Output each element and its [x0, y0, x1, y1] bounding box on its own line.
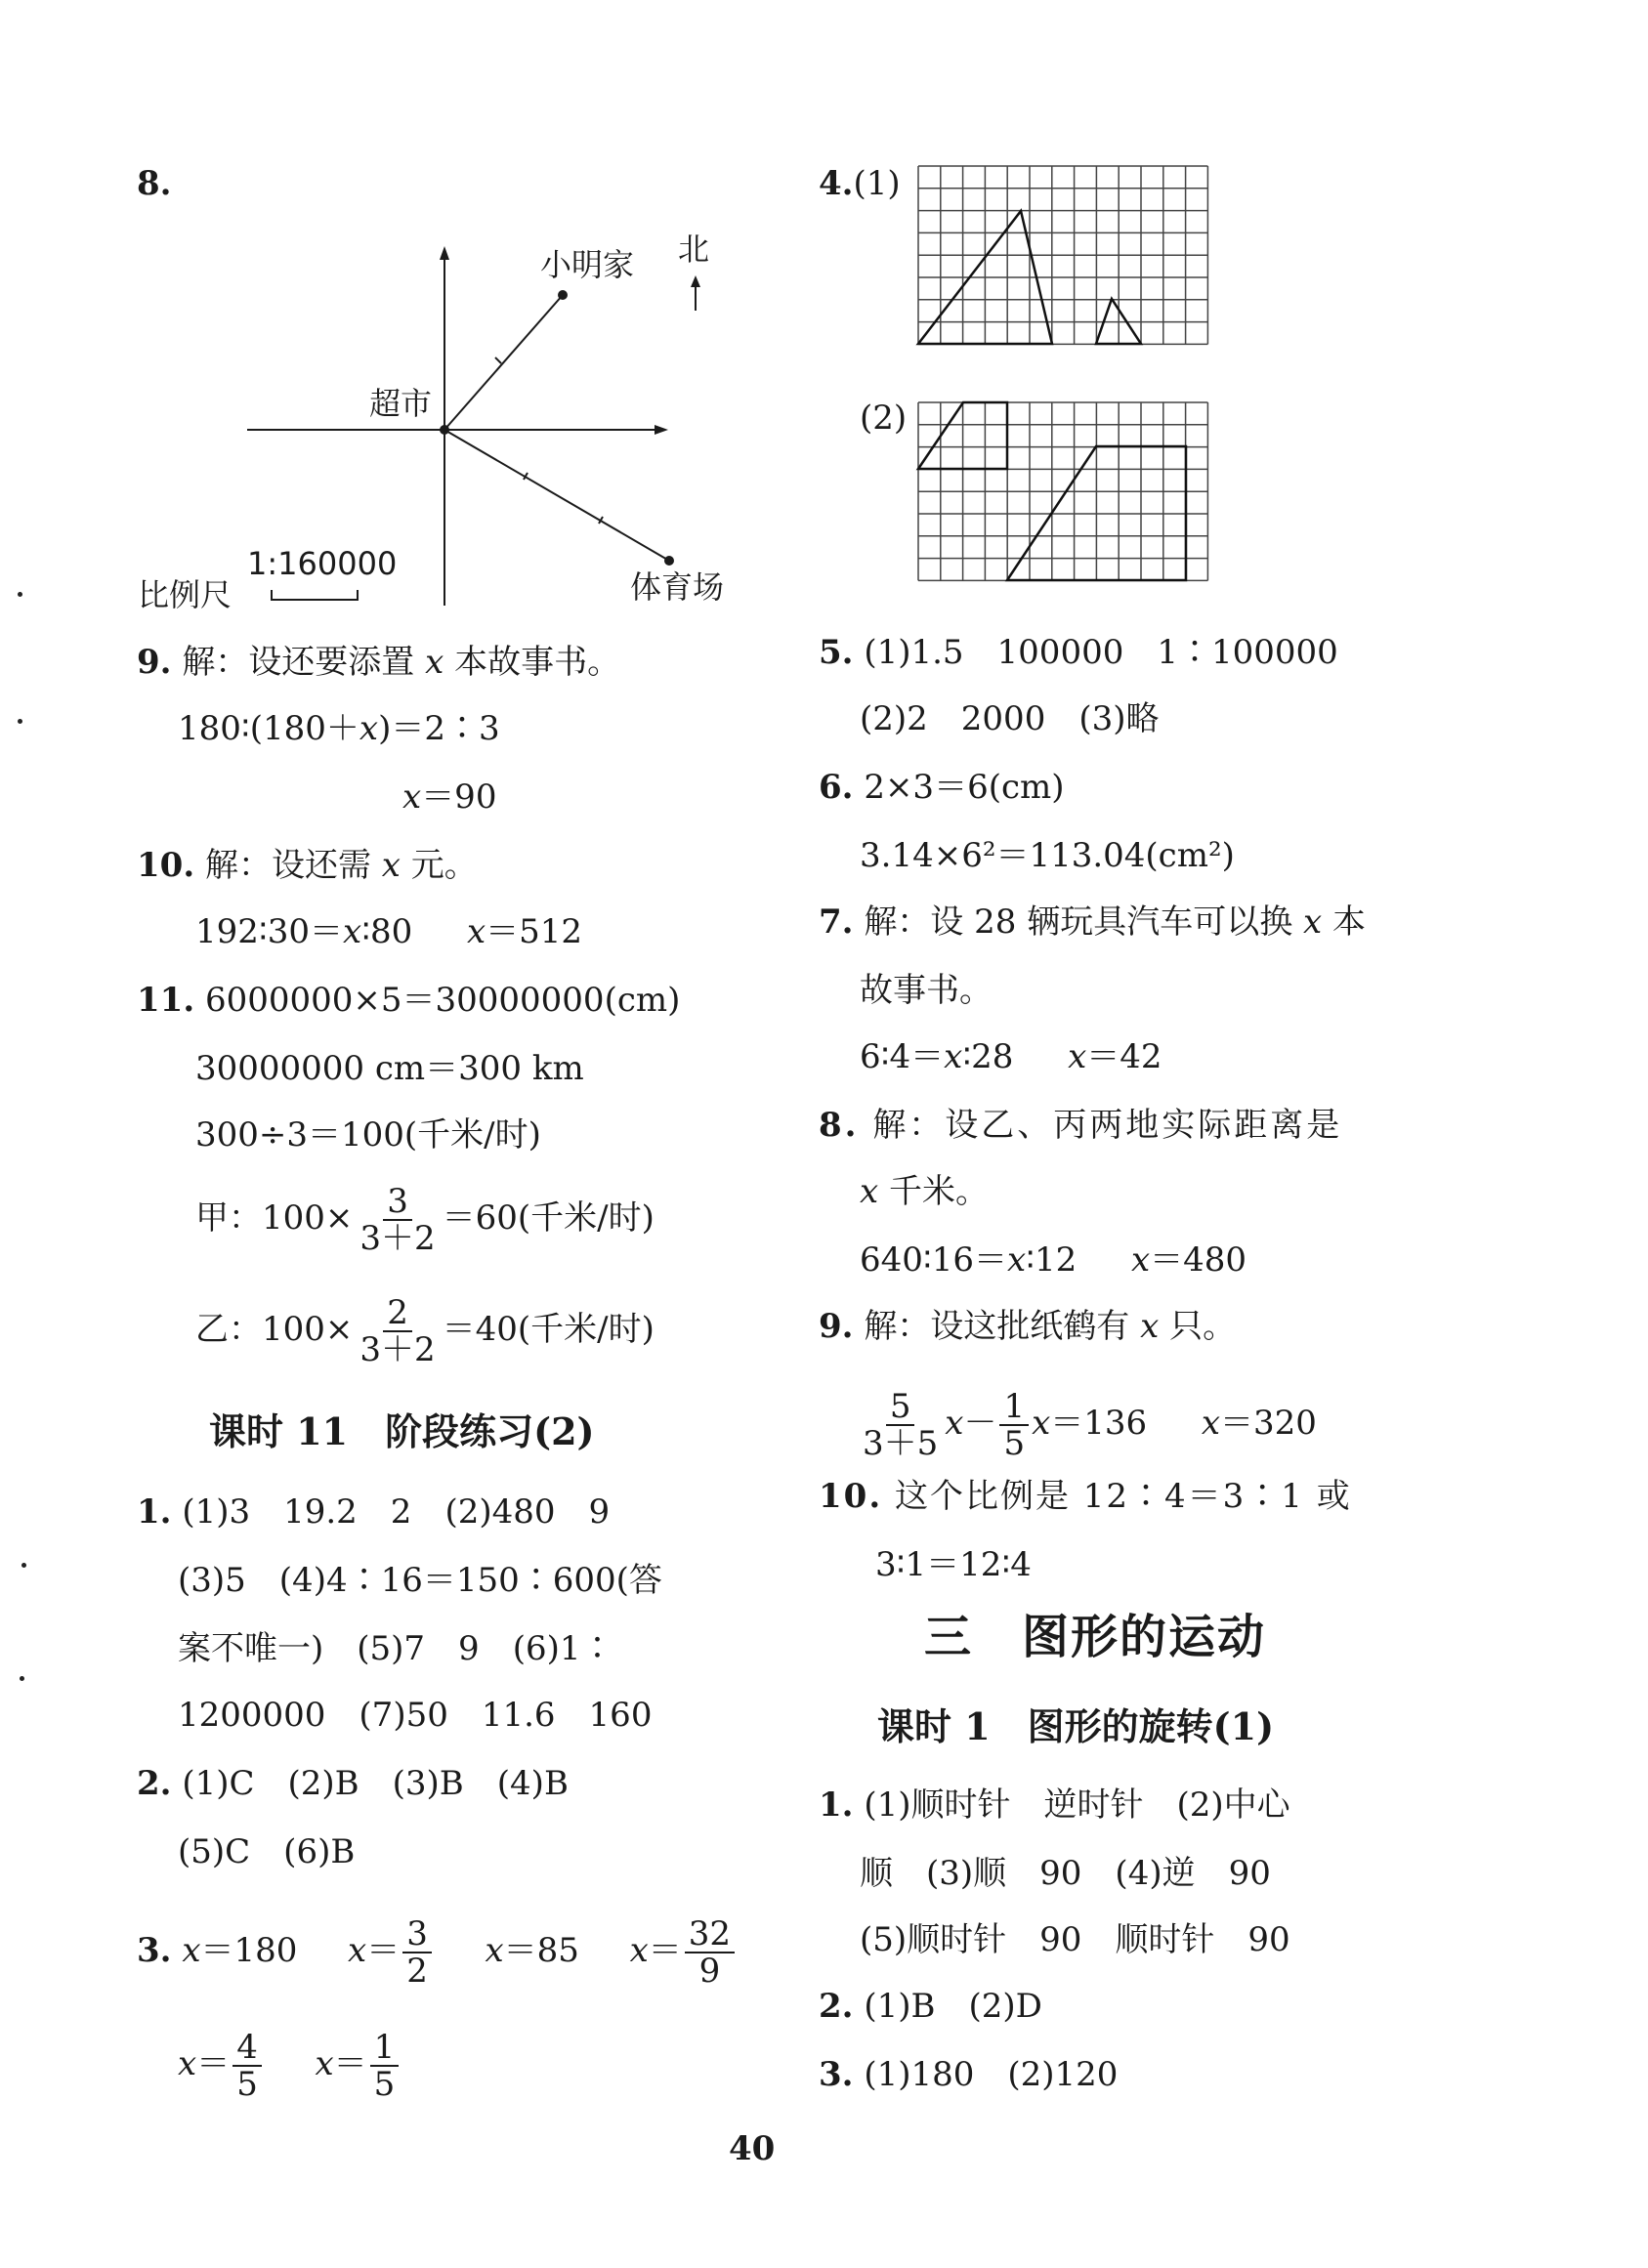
answer-value: ＝480 — [1150, 1240, 1247, 1280]
practice-2-line-2: (5)C (6)B — [178, 1832, 356, 1871]
question-8-line-2 — [860, 1172, 989, 1211]
question-8-line-1 — [819, 1106, 1342, 1145]
home-label: 小明家 — [540, 246, 635, 283]
question-6-number: 6. — [819, 768, 854, 807]
question-6-line-2: 3.14×6²＝113.04(cm²) — [860, 836, 1235, 875]
page-number: 40 — [729, 2129, 776, 2168]
variable-x: x — [182, 1931, 201, 1970]
question-11-line-5 — [195, 1295, 655, 1367]
rotation-3-number: 3. — [819, 2055, 854, 2094]
variable-x: x — [945, 1404, 964, 1443]
line-text: ＝60(千米/时) — [442, 1198, 655, 1238]
variable-x: x — [315, 2044, 334, 2083]
numerator: 3 — [383, 1184, 412, 1221]
variable-x: x — [860, 1172, 879, 1211]
line-text: 千米。 — [889, 1172, 989, 1211]
variable-x: x — [1032, 1404, 1051, 1443]
scan-mark — [21, 1563, 26, 1568]
scan-mark — [20, 1676, 24, 1681]
scale-value: 1:160000 — [247, 545, 398, 582]
variable-x: x — [1140, 1307, 1160, 1346]
question-9-number: 9. — [137, 643, 172, 682]
line-text: (1)3 19.2 2 (2)480 9 — [182, 1492, 611, 1532]
fraction — [999, 1389, 1029, 1461]
denominator: 9 — [698, 1952, 721, 1991]
fraction — [356, 1295, 439, 1367]
equation-part: )＝2∶3 — [378, 709, 500, 748]
variable-x: x — [1007, 1240, 1027, 1280]
question-11-line-1 — [137, 981, 680, 1020]
fraction — [370, 2030, 400, 2102]
fraction — [859, 1389, 942, 1461]
variable-x: x — [343, 912, 362, 951]
variable-x: x — [178, 2044, 197, 2083]
line-text: (1)B (2)D — [864, 1987, 1042, 2026]
equation-part: 6∶4＝ — [860, 1037, 945, 1076]
question-8-line-3 — [860, 1240, 1247, 1280]
line-text: ＝40(千米/时) — [442, 1310, 655, 1349]
question-9r-line-1 — [819, 1307, 1236, 1346]
question-10-number: 10. — [137, 846, 195, 885]
line-text: (1)顺时针 逆时针 (2)中心 — [864, 1785, 1290, 1825]
rotation-2-number: 2. — [819, 1987, 854, 2026]
line-text: 解：设乙、丙两地实际距离是 — [872, 1106, 1343, 1145]
question-9-equation — [178, 709, 500, 748]
question-9-intro: 解：设还要添置 — [182, 643, 415, 682]
practice-3-line-1: 3. x＝180 x＝ $\frac{3}{2}$ x＝85 x＝ $\frac{32}{9}$ — [137, 1916, 738, 1989]
market-label: 超市 — [369, 385, 433, 422]
question-10-equation — [195, 912, 582, 951]
denominator: 3＋2 — [359, 1219, 436, 1258]
line-text: 6000000×5＝30000000(cm) — [204, 981, 681, 1020]
answer-value: ＝42 — [1086, 1037, 1162, 1076]
question-5-number: 5. — [819, 633, 854, 672]
numerator: 1 — [999, 1389, 1029, 1426]
line-text: 2×3＝6(cm) — [864, 768, 1065, 807]
practice-1-line-2: (3)5 (4)4∶16＝150∶600(答 — [178, 1561, 662, 1600]
lesson-1-heading: 课时 1 图形的旋转(1) — [877, 1704, 1275, 1748]
rotation-1-line-2: 顺 (3)顺 90 (4)逆 90 — [860, 1854, 1271, 1893]
question-9r-number: 9. — [819, 1307, 854, 1346]
answer-value: ＝180 — [200, 1931, 298, 1970]
rotation-1-line-1 — [819, 1785, 1290, 1825]
line-text: (1)180 (2)120 — [864, 2055, 1119, 2094]
question-4-part-2-label: (2) — [860, 399, 908, 438]
variable-x: x — [1303, 903, 1323, 942]
equation-part: 180∶(180＋ — [178, 709, 359, 748]
line-text: 解：设这批纸鹤有 — [864, 1307, 1130, 1346]
variable-x: x — [485, 1931, 504, 1970]
scan-mark — [18, 592, 22, 597]
practice-1-line-1 — [137, 1492, 610, 1532]
question-7-line-1 — [819, 903, 1366, 942]
answer-value: ＝320 — [1220, 1404, 1317, 1443]
operator: － — [963, 1404, 997, 1443]
variable-x: x — [944, 1037, 963, 1076]
numerator: 4 — [232, 2030, 262, 2067]
line-text: 本 — [1332, 903, 1367, 942]
numerator: 32 — [685, 1916, 735, 1953]
practice-2-line-1 — [137, 1764, 569, 1803]
question-4-label — [819, 164, 901, 203]
question-9 — [137, 643, 620, 682]
variable-x: x — [425, 643, 444, 682]
variable-x: x — [1068, 1037, 1087, 1076]
fraction — [685, 1916, 735, 1989]
fraction — [402, 1916, 432, 1989]
practice-3-line-2: x＝ $\frac{4}{5}$ x＝ $\frac{1}{5}$ — [178, 2030, 401, 2102]
question-6-line-1 — [819, 768, 1065, 807]
question-8-number: 8. — [137, 164, 172, 203]
numerator: 1 — [370, 2030, 400, 2067]
scale-label: 比例尺 — [138, 576, 232, 613]
question-8-number: 8. — [819, 1106, 860, 1145]
variable-x: x — [402, 777, 422, 817]
rotation-2-line-1 — [819, 1987, 1042, 2026]
question-7-line-2: 故事书。 — [860, 971, 993, 1010]
question-11-line-3: 300÷3＝100(千米/时) — [195, 1115, 541, 1155]
question-11-number: 11. — [137, 981, 195, 1020]
fraction — [356, 1184, 439, 1256]
fraction — [232, 2030, 262, 2102]
denominator: 2 — [406, 1952, 428, 1991]
denominator: 3＋5 — [863, 1424, 939, 1463]
north-label: 北 — [678, 231, 710, 268]
question-10-intro: 解：设还需 — [204, 846, 371, 885]
equation-part: 192∶30＝ — [195, 912, 344, 951]
parallelogram-grid — [918, 402, 1211, 604]
numerator: 2 — [383, 1295, 412, 1332]
part-label: (1) — [853, 164, 901, 203]
rotation-1-line-3: (5)顺时针 90 顺时针 90 — [860, 1920, 1290, 1959]
question-7-number: 7. — [819, 903, 854, 942]
denominator: 5 — [236, 2065, 258, 2104]
equation-part: ＝136 — [1050, 1404, 1148, 1443]
question-9-tail: 本故事书。 — [454, 643, 621, 682]
variable-x: x — [466, 912, 486, 951]
rotation-1-number: 1. — [819, 1785, 854, 1825]
practice-2-number: 2. — [137, 1764, 172, 1803]
numerator: 3 — [402, 1916, 432, 1953]
line-text: 这个比例是 12∶4＝3∶1 或 — [894, 1477, 1352, 1516]
equation-part: ∶12 — [1026, 1240, 1078, 1280]
question-7-line-3 — [860, 1037, 1162, 1076]
question-9-answer — [402, 777, 496, 817]
unit-3-heading: 三 图形的运动 — [924, 1610, 1267, 1664]
line-text: 解：设 28 辆玩具汽车可以换 — [864, 903, 1293, 942]
question-10r-line-1 — [819, 1477, 1352, 1516]
triangle-grid — [918, 166, 1211, 367]
variable-x: x — [1130, 1240, 1151, 1280]
question-5-line-1 — [819, 633, 1338, 672]
question-11-line-2: 30000000 cm＝300 km — [195, 1049, 584, 1088]
question-10 — [137, 846, 478, 885]
answer-value: ＝512 — [486, 912, 583, 951]
numerator: 5 — [886, 1389, 915, 1426]
line-text: 只。 — [1169, 1307, 1237, 1346]
practice-1-line-4: 1200000 (7)50 11.6 160 — [178, 1696, 653, 1735]
question-10r-line-2: 3∶1＝12∶4 — [875, 1545, 1032, 1584]
variable-x: x — [1201, 1404, 1220, 1443]
question-5-line-2: (2)2 2000 (3)略 — [860, 699, 1160, 738]
stadium-label: 体育场 — [630, 568, 725, 606]
line-text: (1)1.5 100000 1∶100000 — [864, 633, 1338, 672]
variable-x: x — [359, 709, 379, 748]
denominator: 5 — [1003, 1424, 1026, 1463]
equation-part: 640∶16＝ — [860, 1240, 1008, 1280]
line-text: 甲：100× — [195, 1198, 354, 1238]
question-9r-equation — [856, 1389, 1317, 1461]
answer-value: ＝90 — [421, 777, 497, 817]
lesson-11-heading: 课时 11 阶段练习(2) — [209, 1409, 595, 1453]
practice-3-number: 3. — [137, 1931, 172, 1970]
line-text: 乙：100× — [195, 1310, 354, 1349]
variable-x: x — [629, 1931, 649, 1970]
question-11-line-4 — [195, 1184, 655, 1256]
denominator: 3＋2 — [359, 1330, 436, 1369]
practice-1-line-3: 案不唯一) (5)7 9 (6)1∶ — [178, 1629, 614, 1668]
equation-part: ∶28 — [962, 1037, 1014, 1076]
scan-mark — [18, 719, 22, 724]
denominator: 5 — [373, 2065, 396, 2104]
variable-x: x — [381, 846, 401, 885]
rotation-3-line-1 — [819, 2055, 1118, 2094]
answer-value: ＝85 — [503, 1931, 579, 1970]
question-10-tail: 元。 — [410, 846, 478, 885]
direction-map — [0, 0, 742, 625]
line-text: (1)C (2)B (3)B (4)B — [182, 1764, 569, 1803]
practice-1-number: 1. — [137, 1492, 172, 1532]
question-4-number: 4. — [819, 164, 854, 203]
question-10r-number: 10. — [819, 1477, 883, 1516]
variable-x: x — [348, 1931, 367, 1970]
equation-part: ∶80 — [361, 912, 413, 951]
